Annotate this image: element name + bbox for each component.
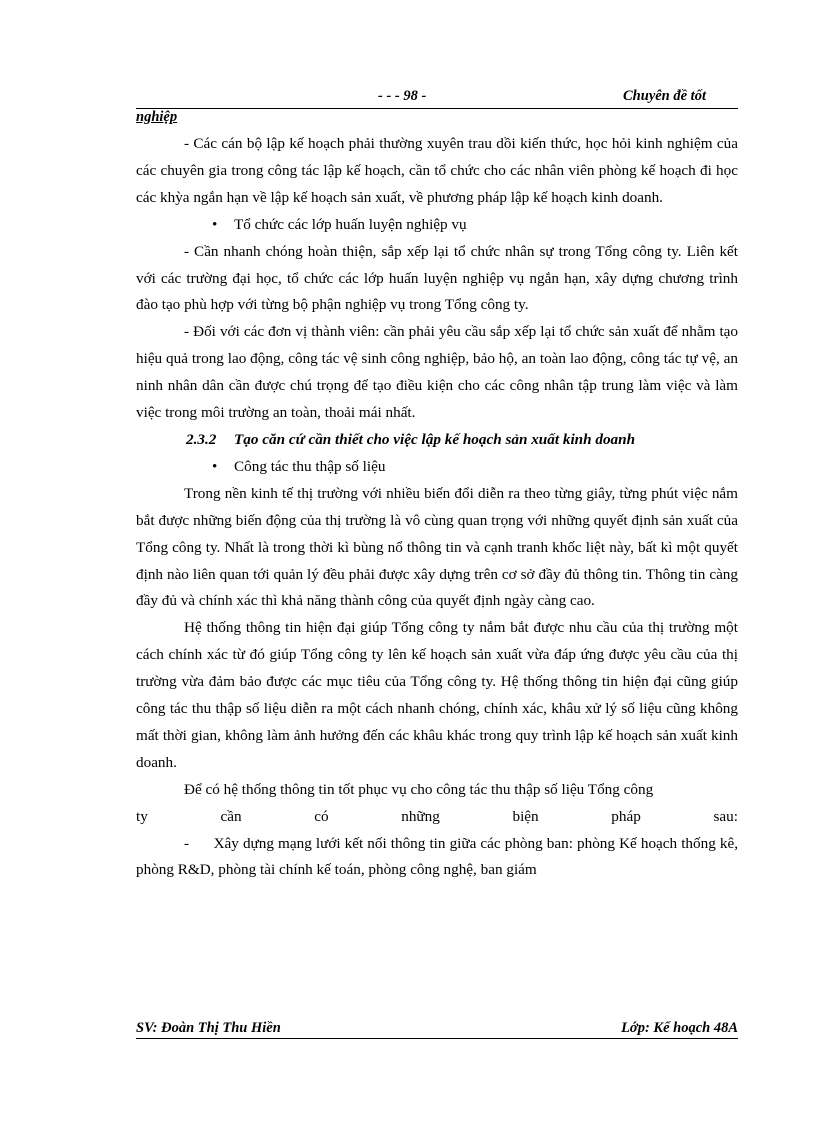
- paragraph-network: [136, 831, 738, 885]
- section-heading: [136, 427, 738, 454]
- paragraph-measures-line1: Để có hệ thống thông tin tốt phục vụ cho công tác thu thập số liệu Tổng công: [184, 780, 654, 798]
- word: sau:: [713, 807, 738, 825]
- section-number: 2.3.2: [186, 430, 217, 448]
- paragraph-personnel: - Cần nhanh chóng hoàn thiện, sắp xếp lại tổ chức nhân sự trong Tổng công ty. Liên kết với các trường đại học, tổ chức các lớp huấn luyện nghiệp vụ ngắn hạn, xây dựng chương trình đào tạo phù hợp với từng bộ phận nghiệp vụ trong Tổng công ty.: [136, 242, 738, 314]
- word: pháp: [611, 807, 641, 825]
- word: biện: [512, 807, 539, 825]
- word: có: [314, 807, 329, 825]
- section-title: Tạo căn cứ cần thiết cho việc lập kế hoạch sản xuất kinh doanh: [234, 430, 636, 448]
- header-title: Chuyên đề tốt: [623, 88, 706, 104]
- paragraph-info-system: Hệ thống thông tin hiện đại giúp Tổng công ty nắm bắt được nhu cầu của thị trường một cách chính xác từ đó giúp Tổng công ty lên kế hoạch sản xuất vừa đáp ứng được yêu cầu của thị trường vừa đảm bảo được các mục tiêu của Tổng công ty. Hệ thống thông tin hiện đại cũng giúp công tác thu thập số liệu diễn ra một cách nhanh chóng, chính xác, khâu xử lý số liệu cũng không mất thời gian, không làm ảnh hưởng đến các khâu khác trong quy trình lập kế hoạch sản xuất kinh doanh.: [136, 619, 738, 771]
- page-footer: [136, 1018, 738, 1039]
- footer-student: SV: Đoàn Thị Thu Hiền: [136, 1020, 281, 1036]
- word: những: [401, 807, 440, 825]
- dash-mark: -: [184, 834, 190, 852]
- document-page: [136, 86, 738, 884]
- word: ty: [136, 807, 148, 825]
- header-title-continuation: nghiệp: [136, 109, 178, 125]
- word: cần: [220, 807, 242, 825]
- document-body: [136, 131, 738, 884]
- paragraph-member-units: - Đối với các đơn vị thành viên: cần phải yêu cầu sắp xếp lại tổ chức sản xuất để nhằm tạo hiệu quả trong lao động, công tác vệ sinh công nghiệp, bảo hộ, an toàn lao động, công tác tự vệ, an ninh nhân dân cần được chú trọng để tạo điều kiện cho các công nhân tập trung làm việc và làm việc trong môi trường an toàn, thoải mái nhất.: [136, 323, 738, 422]
- page-number: - - - 98 -: [378, 88, 427, 104]
- paragraph-measures-line2: [136, 804, 738, 831]
- bullet-text: Công tác thu thập số liệu: [234, 457, 386, 475]
- network-text: Xây dựng mạng lưới kết nối thông tin giữa các phòng ban: phòng Kế hoạch thống kê, phòng R&D, phòng tài chính kế toán, phòng công nghệ, ban giám: [136, 834, 739, 879]
- bullet-item: [136, 212, 738, 239]
- bullet-icon: •: [212, 457, 218, 475]
- bullet-icon: •: [212, 215, 218, 233]
- bullet-item: [136, 454, 738, 481]
- footer-class: Lớp: Kế hoạch 48A: [621, 1020, 738, 1036]
- paragraph-market-economy: Trong nền kinh tế thị trường với nhiều biến đổi diễn ra theo từng giây, từng phút việc nắm bắt được những biến động của thị trường là vô cùng quan trọng với những quyết định sản xuất của Tổng công ty. Nhất là trong thời kì bùng nổ thông tin và cạnh tranh khốc liệt này, bất kì một quyết định nào liên quan tới quản lý đều phải được xây dựng trên cơ sở đầy đủ thông tin. Thông tin càng đầy đủ và chính xác thì khả năng thành công của quyết định ngày càng cao.: [136, 484, 738, 610]
- page-header: [136, 86, 738, 109]
- paragraph-training-staff: - Các cán bộ lập kế hoạch phải thường xuyên trau dồi kiến thức, học hỏi kinh nghiệm của các chuyên gia trong công tác lập kế hoạch, cần tổ chức cho các nhân viên phòng kế hoạch đi học các khỳa ngắn hạn về lập kế hoạch sản xuất, về phương pháp lập kế hoạch kinh doanh.: [136, 135, 738, 206]
- bullet-text: Tổ chức các lớp huấn luyện nghiệp vụ: [234, 215, 467, 233]
